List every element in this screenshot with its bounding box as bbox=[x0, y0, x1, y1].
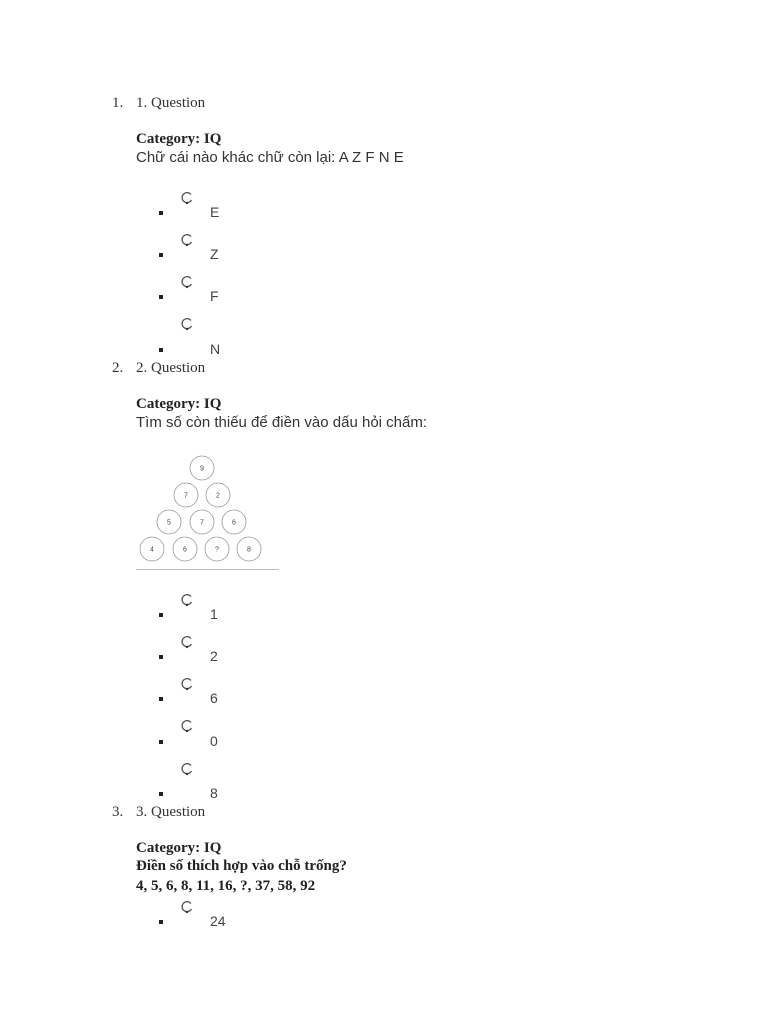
bullet-icon bbox=[159, 253, 163, 257]
option-label: E bbox=[210, 204, 220, 220]
radio-icon[interactable] bbox=[180, 719, 194, 733]
radio-icon[interactable] bbox=[180, 900, 194, 914]
bullet-icon bbox=[159, 697, 163, 701]
question-category: Category: IQ bbox=[136, 840, 222, 856]
radio-icon[interactable] bbox=[180, 275, 194, 289]
pyramid-number: 4 bbox=[150, 546, 154, 554]
question-prompt: Tìm số còn thiếu để điền vào dấu hỏi chấm: bbox=[136, 414, 428, 431]
bullet-icon bbox=[159, 792, 163, 796]
pyramid-number: 5 bbox=[167, 519, 171, 527]
radio-icon[interactable] bbox=[180, 317, 194, 331]
radio-icon[interactable] bbox=[180, 635, 194, 649]
figure-divider bbox=[136, 569, 279, 570]
radio-icon[interactable] bbox=[180, 593, 194, 607]
list-number: 2. bbox=[112, 360, 124, 376]
number-sequence: 4, 5, 6, 8, 11, 16, ?, 37, 58, 92 bbox=[136, 878, 316, 894]
question-title: 2. Question bbox=[136, 360, 206, 376]
radio-icon[interactable] bbox=[180, 191, 194, 205]
radio-icon[interactable] bbox=[180, 677, 194, 691]
pyramid-number: 8 bbox=[247, 546, 251, 554]
question-prompt: Điền số thích hợp vào chỗ trống? bbox=[136, 858, 347, 874]
option-label: 0 bbox=[210, 733, 218, 749]
bullet-icon bbox=[159, 295, 163, 299]
pyramid-number: 6 bbox=[183, 546, 187, 554]
question-prompt: Chữ cái nào khác chữ còn lại: A Z F N E bbox=[136, 149, 404, 166]
pyramid-number: 7 bbox=[184, 492, 188, 500]
bullet-icon bbox=[159, 211, 163, 215]
bullet-icon bbox=[159, 920, 163, 924]
bullet-icon bbox=[159, 740, 163, 744]
pyramid-number: 2 bbox=[216, 492, 220, 500]
pyramid-number: ? bbox=[215, 546, 219, 554]
option-label: 24 bbox=[210, 913, 226, 929]
list-number: 1. bbox=[112, 95, 124, 111]
option-label: N bbox=[210, 341, 221, 357]
question-title: 1. Question bbox=[136, 95, 206, 111]
number-pyramid-figure bbox=[130, 450, 290, 575]
radio-icon[interactable] bbox=[180, 762, 194, 776]
question-category: Category: IQ bbox=[136, 396, 222, 412]
pyramid-number: 6 bbox=[232, 519, 236, 527]
list-number: 3. bbox=[112, 804, 124, 820]
bullet-icon bbox=[159, 613, 163, 617]
option-label: 2 bbox=[210, 648, 218, 664]
option-label: 1 bbox=[210, 606, 218, 622]
pyramid-number: 7 bbox=[200, 519, 204, 527]
question-category: Category: IQ bbox=[136, 131, 222, 147]
option-label: 6 bbox=[210, 690, 218, 706]
radio-icon[interactable] bbox=[180, 233, 194, 247]
question-title: 3. Question bbox=[136, 804, 206, 820]
option-label: F bbox=[210, 288, 219, 304]
bullet-icon bbox=[159, 655, 163, 659]
option-label: Z bbox=[210, 246, 219, 262]
pyramid-number: 9 bbox=[200, 465, 204, 473]
bullet-icon bbox=[159, 348, 163, 352]
option-label: 8 bbox=[210, 785, 218, 801]
